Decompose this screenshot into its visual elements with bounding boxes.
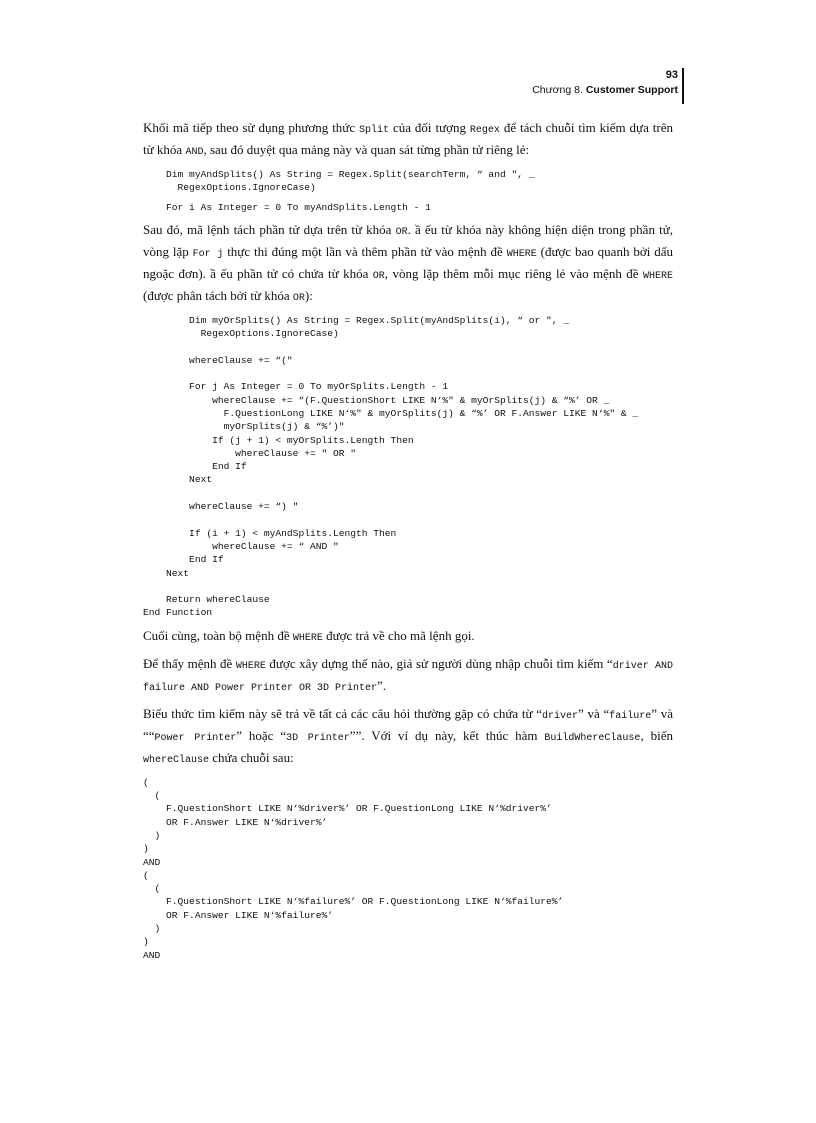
text: thực thi đúng một lần và thêm phần tử vào mệnh đề: [223, 243, 507, 259]
inline-code: Regex: [469, 125, 500, 136]
header-divider: [682, 68, 684, 104]
code-block-or-loop: Dim myOrSplits() As String = Regex.Split(myAndSplits(i), “ or ", _ RegexOptions.IgnoreCase) whereClause += “(" For j As Integer = 0 To myOrSplits.Length - 1 whereClause += “(F.QuestionShort LIKE N‘%" & myOrSplits(j) & “%’ OR _ F.QuestionLong LIKE N‘%" & myOrSplits(j) & “%’ OR F.Answer LIKE N‘%" & _ myOrSplits(j) & “%’)" If (j + 1) < myOrSplits.Length Then whereClause += " OR " End If Next whereClause += “) " If (i + 1) < myAndSplits.Length Then whereClause += “ AND " End If Next Return whereClause End Function: [143, 314, 639, 619]
text: ):: [304, 287, 313, 303]
page-body: [143, 118, 673, 968]
code-block-for-loop: For i As Integer = 0 To myAndSplits.Length - 1: [143, 201, 431, 213]
chapter-title: Customer Support: [585, 84, 678, 96]
code-block-and-split: Dim myAndSplits() As String = Regex.Split(searchTerm, “ and ", _ RegexOptions.IgnoreCase): [166, 169, 535, 194]
text: (được bao quanh bởi dấu ngoặc đơn). ầ ếu phần tử có chứa từ khóa: [143, 243, 673, 281]
paragraph-example-result: [143, 704, 673, 770]
text: ” và “: [578, 705, 610, 721]
paragraph-or-split: [143, 220, 673, 308]
inline-code: WHERE: [235, 660, 266, 672]
text: ” hoặc “: [236, 727, 287, 743]
text: được trả về cho mã lệnh gọi.: [322, 627, 475, 643]
inline-code: OR: [395, 226, 408, 238]
inline-code: whereClause: [143, 754, 210, 766]
text: ” và ““: [143, 705, 673, 743]
paragraph-split-intro: [143, 118, 673, 162]
inline-code: WHERE: [642, 270, 673, 282]
chapter-prefix: Chương 8.: [532, 84, 586, 96]
text: , vòng lặp thêm mỗi mục riêng lẻ vào mệnh đề: [384, 265, 643, 281]
inline-code: WHERE: [292, 632, 323, 644]
inline-code: 3D Printer: [286, 732, 350, 744]
paragraph-example-input: [143, 654, 673, 698]
inline-code: driver: [542, 710, 579, 722]
inline-code: OR: [372, 270, 385, 282]
inline-code: failure: [609, 710, 652, 722]
inline-code: driver AND failure AND Power Printer OR 3D Printer: [143, 660, 673, 694]
text: . ầ ếu từ khóa này không hiện diện trong phần tử, vòng lặp: [143, 221, 673, 259]
code-block-where-output: ( ( F.QuestionShort LIKE N‘%driver%’ OR F.QuestionLong LIKE N‘%driver%’ OR F.Answer LIKE N‘%driver%’ ) ) AND ( ( F.QuestionShort LIKE N‘%failure%’ OR F.QuestionLong LIKE N‘%failure%’ OR F.Answer LIKE N‘%failure%’ ) ) AND: [143, 776, 564, 961]
text: Để thấy mệnh đề: [143, 655, 236, 671]
inline-code: For j: [192, 248, 224, 260]
chapter-heading: [532, 83, 678, 98]
text: Sau đó, mã lệnh tách phần tử dựa trên từ khóa: [143, 221, 396, 237]
inline-code: AND: [185, 147, 204, 158]
text: ””. Với ví dụ này, kết thúc hàm: [349, 727, 545, 743]
inline-code: Split: [359, 125, 390, 136]
text: Biểu thức tìm kiếm này sẽ trả về tất cả các câu hỏi thường gặp có chứa từ “: [143, 705, 543, 721]
inline-code: WHERE: [506, 248, 537, 260]
text: Cuối cùng, toàn bộ mệnh đề: [143, 627, 293, 643]
page-number: 93: [665, 69, 678, 81]
text: được xây dựng thế nào, giả sử người dùng nhập chuỗi tìm kiếm “: [265, 655, 613, 671]
text: Khối mã tiếp theo sử dụng phương thức: [143, 120, 360, 135]
text: , biến: [640, 727, 673, 743]
text: của đối tượng: [389, 120, 470, 135]
text: chứa chuỗi sau:: [209, 749, 294, 765]
text: (được phân tách bởi từ khóa: [143, 287, 293, 303]
paragraph-return: [143, 626, 673, 648]
inline-code: Power Printer: [154, 732, 237, 744]
inline-code: OR: [292, 292, 305, 304]
text: để tách chuỗi tìm kiếm dựa trên từ khóa: [143, 120, 674, 157]
page-header: [532, 68, 678, 98]
inline-code: BuildWhereClause: [544, 732, 641, 744]
text: , sau đó duyệt qua mảng này và quan sát từng phần tử riêng lẻ:: [203, 142, 530, 157]
text: ”.: [377, 677, 387, 693]
